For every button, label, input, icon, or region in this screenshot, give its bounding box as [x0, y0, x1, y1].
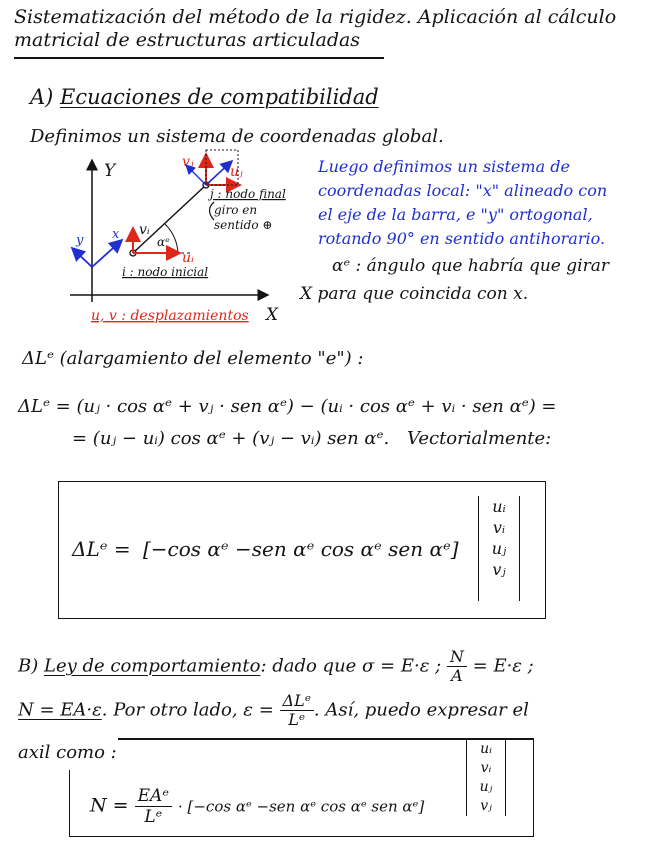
axial-matrix-lhs: N = [90, 794, 129, 817]
elongation-eq-2 [72, 428, 551, 449]
angle-definition-1: αᵉ : ángulo que habría que girar [332, 256, 609, 276]
title-underline [14, 57, 384, 59]
angle-label: αᵉ [157, 235, 170, 249]
fraction-denominator: A [451, 666, 463, 685]
local-x-axis [92, 240, 122, 267]
fraction-strain [280, 692, 314, 729]
box-2-right-line [533, 738, 534, 836]
ui-label: uᵢ [182, 250, 194, 266]
page-title-line-1: Sistematización del método de la rigidez. Aplicación al cálculo [14, 6, 617, 28]
node-i-label: i : nodo inicial [122, 265, 209, 279]
displacement-label: u, v : desplazamientos [91, 308, 249, 324]
elongation-matrix-lhs: ΔLᵉ = [72, 537, 131, 561]
section-a-title: Ecuaciones de compatibilidad [60, 85, 379, 109]
fraction-denominator: Lᵉ [288, 710, 306, 729]
node-j-label: j : nodo final [210, 187, 286, 201]
vectorial-label: Vectorialmente: [406, 428, 552, 449]
section-b-line-2b: . Por otro lado, ε = [101, 699, 274, 721]
rotation-label-2: sentido ⊕ [214, 218, 273, 232]
local-text-line-4: rotando 90° en sentido antihorario. [318, 229, 606, 248]
section-b-line-3: axil como : [18, 742, 117, 763]
elongation-displacement-vector [478, 496, 520, 601]
global-y-label: Y [104, 161, 116, 181]
vj-label: vⱼ [182, 154, 194, 170]
local-y-axis [72, 248, 92, 267]
global-x-label: X [266, 305, 279, 325]
axial-displacement-vector [466, 740, 506, 816]
local-system-text [318, 155, 607, 251]
rotation-label-1: giro en [214, 203, 258, 217]
section-b-line-2c: . Así, puedo expresar el [313, 699, 529, 721]
section-a-intro: Definimos un sistema de coordenadas global. [30, 126, 444, 147]
section-a-heading [30, 85, 379, 109]
elongation-eq-1: ΔLᵉ = (uⱼ · cos αᵉ + vⱼ · sen αᵉ) − (uᵢ · cos αᵉ + vᵢ · sen αᵉ) = [18, 396, 557, 417]
uj-label: uⱼ [230, 164, 243, 180]
vector-entry: uᵢ [480, 741, 492, 757]
section-b-title: Ley de comportamiento [43, 655, 261, 677]
fraction-denominator: Lᵉ [144, 807, 163, 827]
axial-law: N = EA·ε [18, 699, 102, 721]
elongation-row-vector: [−cos αᵉ −sen αᵉ cos αᵉ sen αᵉ] [142, 537, 459, 561]
fraction-numerator: N [447, 648, 467, 667]
section-b-line-1a: : dado que σ = E·ε ; [260, 655, 442, 677]
vector-entry: uⱼ [479, 779, 493, 795]
local-text-line-2: coordenadas local: "x" alineado con [318, 181, 608, 200]
vector-entry: vᵢ [492, 518, 506, 537]
angle-definition-2: X para que coincida con x. [300, 284, 529, 304]
fraction-numerator: EAᵉ [135, 786, 172, 807]
fraction-ea-over-l [135, 786, 172, 827]
vector-entry: vⱼ [492, 560, 506, 579]
section-b-line-1b: = E·ε ; [472, 655, 534, 677]
local-y-label: y [76, 233, 84, 248]
section-b-line-1 [18, 648, 534, 685]
vector-entry: vᵢ [480, 760, 492, 776]
elongation-eq-2-expr: = (uⱼ − uᵢ) cos αᵉ + (vⱼ − vᵢ) sen αᵉ. [72, 428, 390, 449]
elongation-heading: ΔLᵉ (alargamiento del elemento "e") : [22, 348, 364, 369]
section-b-line-2 [18, 692, 529, 729]
vector-entry: uⱼ [491, 539, 507, 558]
box-2-bottom-line [69, 836, 534, 837]
local-text-line-3: el eje de la barra, e "y" ortogonal, [318, 205, 593, 224]
vector-entry [479, 580, 519, 601]
section-b-letter: B) [18, 655, 39, 677]
elongation-matrix-row [72, 537, 459, 561]
local-x-label: x [112, 227, 120, 242]
vector-entry: uᵢ [492, 497, 506, 516]
axial-row-vector: · [−cos αᵉ −sen αᵉ cos αᵉ sen αᵉ] [177, 797, 425, 816]
local-x-at-j [206, 161, 232, 185]
vector-entry: vⱼ [480, 798, 492, 814]
axial-matrix-row [90, 786, 424, 827]
fraction-numerator: ΔLᵉ [280, 692, 314, 711]
section-a-letter: A) [30, 85, 54, 109]
vi-label: vᵢ [139, 222, 150, 238]
local-text-line-1: Luego definimos un sistema de [318, 157, 570, 176]
coordinate-diagram [0, 140, 300, 330]
local-y-at-j [186, 165, 206, 185]
fraction-n-over-a [447, 648, 467, 685]
page-title-line-2: matricial de estructuras articuladas [14, 29, 361, 51]
box-2-left-line [69, 770, 70, 836]
